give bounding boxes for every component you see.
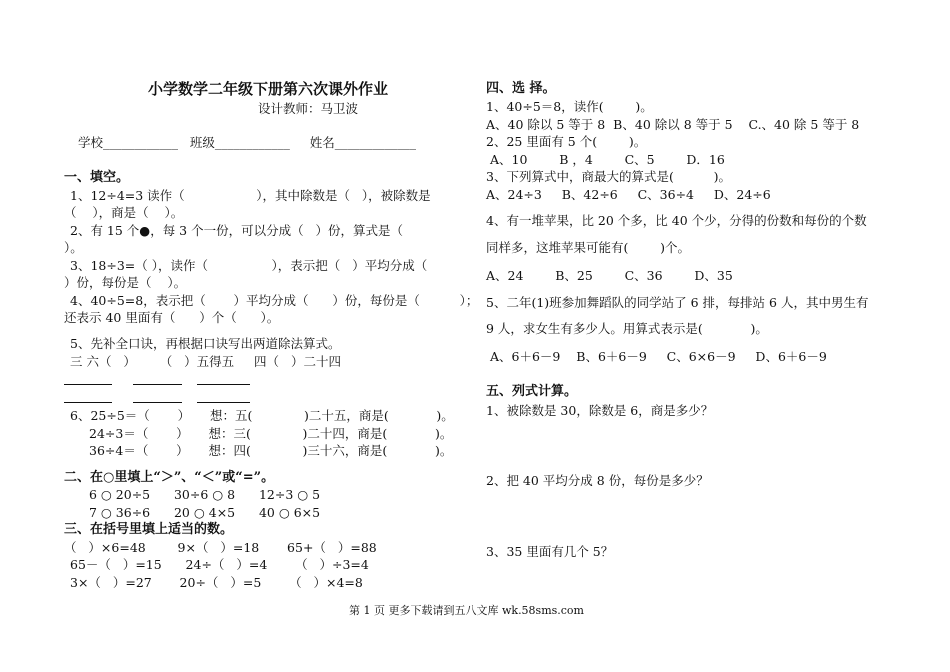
fill-row-1: （ ）×6=48 9×（ ）=18 65+（ ）=88 (64, 540, 377, 555)
answer-blank[interactable] (197, 402, 250, 403)
answer-blank[interactable] (133, 402, 182, 403)
q1-line-a: 1、12÷4=3 读作（ ），其中除数是（ ），被除数是 (70, 188, 431, 203)
q3-line-a: 3、18÷3=（ ），读作（ ），表示把（ ）平均分成（ (70, 258, 428, 273)
compare-row-2: 7 ○ 36÷6 20 ○ 4×5 40 ○ 6×5 (89, 505, 321, 520)
choice-2-question: 2、25 里面有 5 个( )。 (486, 134, 647, 149)
choice-1-options: A、40 除以 5 等于 8 B、40 除以 8 等于 5 C.、40 除 5 等于 8 (486, 117, 860, 132)
choice-1-question: 1、40÷5＝8，读作( )。 (486, 99, 653, 114)
q1-line-b: （ ），商是（ ）。 (64, 205, 184, 220)
q2-line-a: 2、有 15 个●，每 3 个一份，可以分成（ ）份，算式是（ (70, 223, 404, 238)
choice-4-question-b: 同样多，这堆苹果可能有( )个。 (486, 240, 691, 255)
answer-blank[interactable] (197, 384, 250, 385)
choice-4-question-a: 4、有一堆苹果，比 20 个多，比 40 个少，分得的份数和每份的个数 (486, 213, 867, 228)
q5-line-a: 5、先补全口诀，再根据口诀写出两道除法算式。 (70, 336, 341, 351)
word-problem-1: 1、被除数是 30，除数是 6，商是多少？ (486, 403, 714, 418)
answer-blank[interactable] (133, 384, 182, 385)
q4-line-a: 4、40÷5=8，表示把（ ）平均分成（ ）份，每份是（ ）； (70, 293, 479, 308)
choice-5-question-b: 9 人，求女生有多少人。用算式表示是( )。 (486, 321, 768, 336)
choice-2-options: A、10 B ，4 C、5 D．16 (486, 152, 725, 167)
choice-3-options: A、24÷3 B、42÷6 C、36÷4 D、24÷6 (486, 187, 771, 202)
q3-line-b: ）份，每份是（ ）。 (64, 275, 187, 290)
teacher-line: 设计教师：马卫波 (258, 101, 359, 116)
section-5-heading: 五、列式计算。 (486, 384, 578, 399)
page-footer: 第 1 页 更多下载请到五八文库 wk.58sms.com (349, 604, 584, 617)
q6-line-a: 6、25÷5＝（ ） 想：五( )二十五，商是( )。 (70, 408, 454, 423)
student-info-line: 学校____________ 班级____________ 姓名_____________ (78, 135, 417, 150)
section-2-heading: 二、在○里填上“＞”、“＜”或“=”。 (64, 470, 275, 485)
word-problem-3: 3、35 里面有几个 5？ (486, 544, 614, 559)
q6-line-c: 36÷4＝（ ） 想：四( )三十六，商是( )。 (89, 443, 453, 458)
choice-5-options: A、6＋6－9 B、6＋6－9 C、6×6－9 D、6＋6－9 (486, 349, 827, 364)
q5-line-b: 三 六（ ） （ ）五得五 四（ ）二十四 (70, 354, 341, 369)
choice-3-question: 3、下列算式中，商最大的算式是( )。 (486, 169, 731, 184)
section-4-heading: 四、选 择。 (486, 81, 556, 96)
page-title: 小学数学二年级下册第六次课外作业 (148, 80, 389, 98)
fill-row-3: 3×（ ）=27 20÷（ ）=5 （ ）×4=8 (70, 575, 363, 590)
choice-4-options: A、24 B、25 C、36 D、35 (486, 268, 733, 283)
answer-blank[interactable] (64, 384, 112, 385)
compare-row-1: 6 ○ 20÷5 30÷6 ○ 8 12÷3 ○ 5 (89, 487, 321, 502)
q4-line-b: 还表示 40 里面有（ ）个（ ）。 (64, 310, 280, 325)
q2-line-b: ）。 (64, 240, 83, 255)
choice-5-question-a: 5、二年(1)班参加舞蹈队的同学站了 6 排，每排站 6 人，其中男生有 (486, 295, 869, 310)
fill-row-2: 65－（ ）=15 24÷（ ）=4 （ ）÷3=4 (70, 557, 369, 572)
section-3-heading: 三、在括号里填上适当的数。 (64, 522, 234, 537)
word-problem-2: 2、把 40 平均分成 8 份，每份是多少？ (486, 473, 709, 488)
q6-line-b: 24÷3＝（ ） 想：三( )二十四，商是( )。 (89, 426, 453, 441)
section-1-heading: 一、填空。 (64, 170, 130, 185)
answer-blank[interactable] (64, 402, 112, 403)
